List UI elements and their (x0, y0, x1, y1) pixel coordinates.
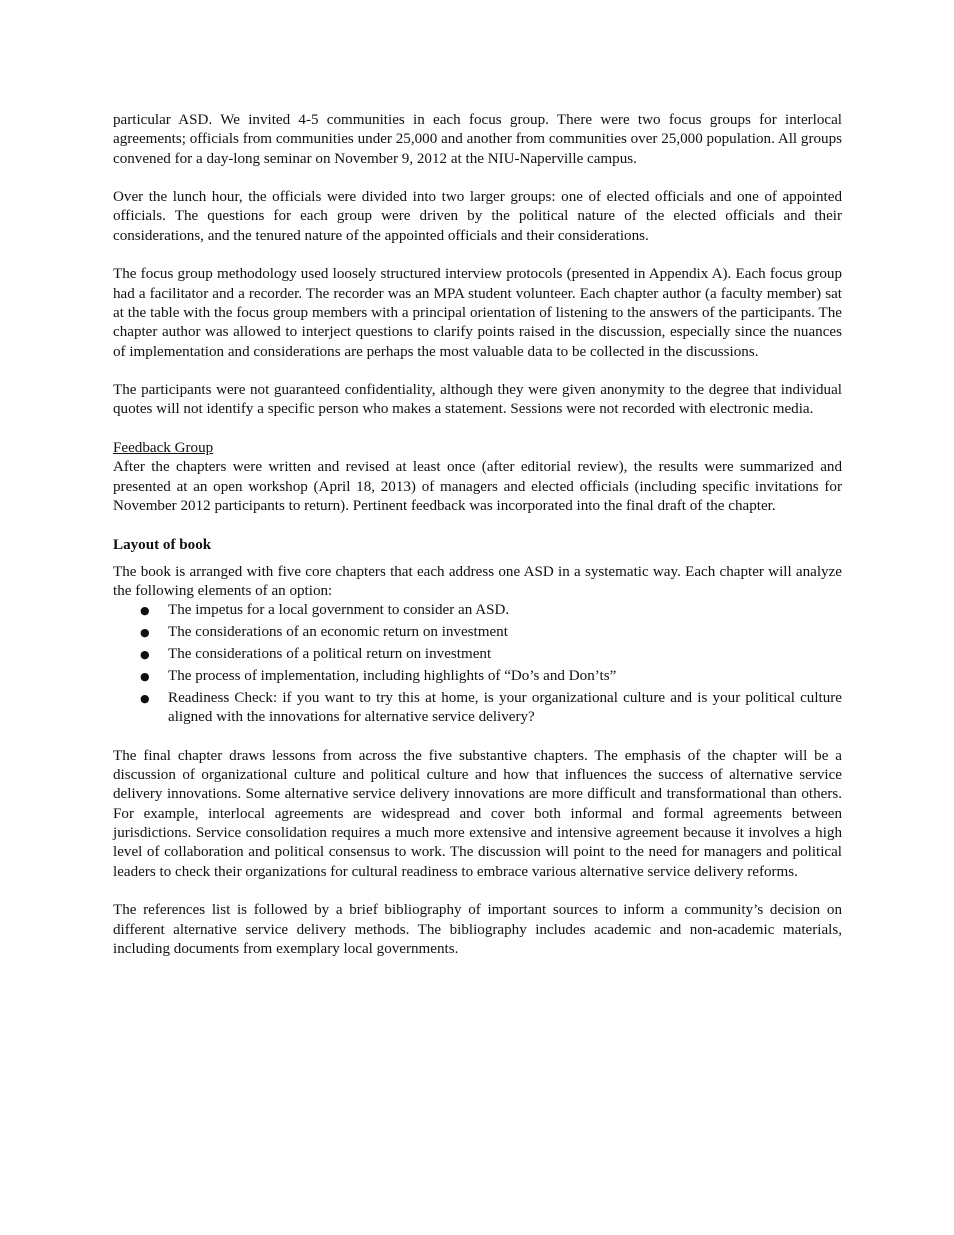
list-item (113, 645, 842, 664)
list-item-text: The impetus for a local government to consider an ASD. (168, 602, 510, 619)
list-item-text: The process of implementation, including highlights of “Do’s and Don’ts” (168, 668, 617, 685)
paragraph-focus-groups: particular ASD. We invited 4-5 communities in each focus group. There were two focus groups for interlocal agreements; officials from communities under 25,000 and another from communities over 25,000 population. All groups convened for a day-long seminar on November 9, 2012 at the NIU-Naperville campus. (113, 112, 842, 167)
list-item (113, 667, 842, 686)
list-item-text: The considerations of an economic return on investment (168, 624, 508, 641)
paragraph-methodology: The focus group methodology used loosely structured interview protocols (presented in Appendix A). Each focus group had a facilitator and a recorder. The recorder was an MPA student volunteer. Each chapter author (a faculty member) sat at the table with the focus group members with a principal orientation of listening to the answers of the participants. The chapter author was allowed to interject questions to clarify points raised in the discussion, especially since the nuances of implementation and considerations are perhaps the most valuable data to be collected in the discussions. (113, 266, 842, 360)
layout-of-book-heading: Layout of book (113, 536, 212, 553)
list-item-text: The considerations of a political return on investment (168, 646, 492, 663)
document-page (113, 111, 842, 959)
bullet-icon: ● (140, 691, 150, 705)
feedback-group-subheading: Feedback Group (113, 440, 214, 457)
list-item-text: Readiness Check: if you want to try this at home, is your organizational culture and is your political culture aligned with the innovations for alternative service delivery? (168, 689, 842, 726)
list-item (113, 601, 842, 620)
bullet-icon: ● (140, 626, 150, 640)
paragraph-lunch-groups: Over the lunch hour, the officials were divided into two larger groups: one of elected officials and one of appointed officials. The questions for each group were driven by the political nature of the elected officials and their considerations, and the tenured nature of the appointed officials and their considerations. (113, 189, 842, 244)
bullet-icon: ● (140, 670, 150, 684)
bullet-icon: ● (140, 648, 150, 662)
paragraph-final-chapter: The final chapter draws lessons from across the five substantive chapters. The emphasis of the chapter will be a discussion of organizational culture and political culture and how that influences the success of alternative service delivery innovations. Some alternative service delivery innovations are more difficult and transformational than others. For example, interlocal agreements are widespread and cover both informal and formal agreements between jurisdictions. Service consolidation requires a much more extensive and intensive agreement because it involves a high level of collaboration and political consensus to work. The discussion will point to the need for managers and political leaders to check their organizations for cultural readiness to embrace various alternative service delivery reforms. (113, 747, 842, 880)
paragraph-feedback-group: After the chapters were written and revised at least once (after editorial review), the results were summarized and presented at an open workshop (April 18, 2013) of managers and elected officials (including specific invitations for November 2012 participants to return). Pertinent feedback was incorporated into the final draft of the chapter. (113, 459, 842, 514)
list-item (113, 689, 842, 728)
paragraph-references: The references list is followed by a brief bibliography of important sources to inform a community’s decision on different alternative service delivery methods. The bibliography includes academic and non-academic materials, including documents from exemplary local governments. (113, 902, 842, 957)
list-item (113, 623, 842, 642)
paragraph-book-arrangement: The book is arranged with five core chapters that each address one ASD in a systematic way. Each chapter will analyze the following elements of an option: (113, 563, 842, 600)
chapter-elements-list (113, 601, 842, 727)
bullet-icon: ● (140, 604, 150, 618)
paragraph-confidentiality: The participants were not guaranteed confidentiality, although they were given anonymity to the degree that individual quotes will not identify a specific person who makes a statement. Sessions were not recorded with electronic media. (113, 382, 842, 418)
